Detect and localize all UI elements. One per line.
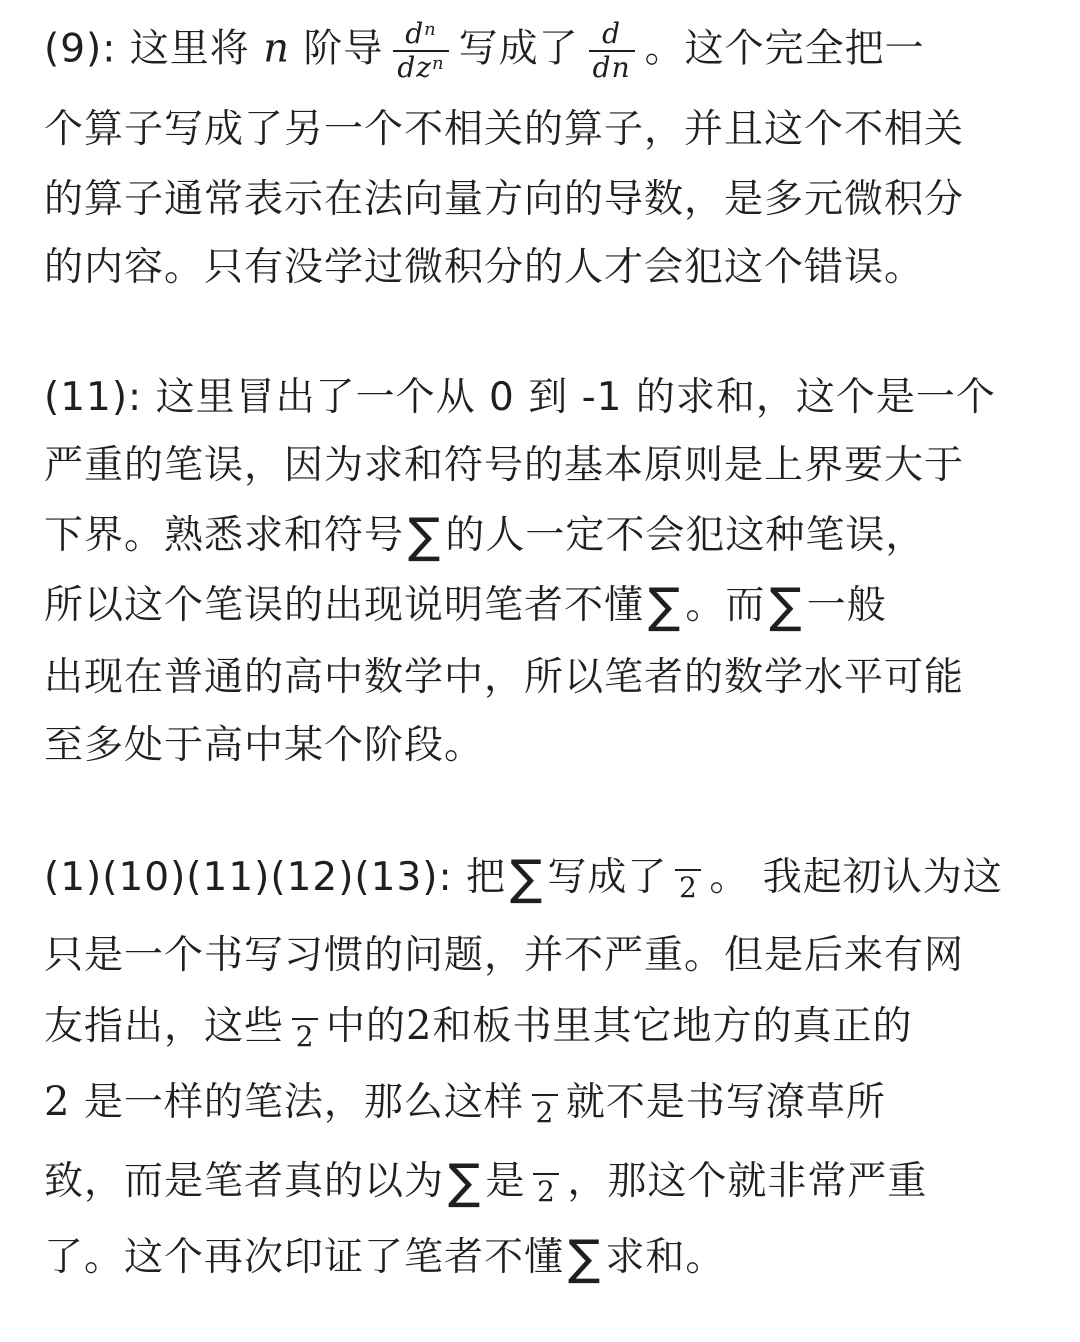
sigma-symbol: ∑ <box>648 578 682 634</box>
p3-text: 中的 <box>326 1004 407 1049</box>
p2-text: 所以这个笔误的出现说明笔者不懂 <box>44 583 645 628</box>
p1-text: 。这个完全把一 <box>644 26 925 72</box>
p3-text: 和板书里其它地方的真正的 <box>432 1004 913 1049</box>
digit-two: 2 <box>44 1079 71 1125</box>
p3-line-1 <box>44 848 1044 908</box>
sigma-symbol: ∑ <box>568 1230 602 1286</box>
p3-line-5 <box>44 1152 1044 1212</box>
p1-line-1 <box>44 17 1044 84</box>
frac-denominator: 2 <box>535 1095 555 1129</box>
p2-text: 的人一定不会犯这种笔误， <box>445 513 926 558</box>
p3-text: 就不是书写潦草所 <box>565 1080 886 1125</box>
fraction-blank-over-2 <box>675 857 701 903</box>
p3-line-6 <box>44 1228 1044 1288</box>
frac-sup: n <box>424 19 437 40</box>
frac-sup: n <box>432 53 445 74</box>
p2-line-6: 至多处于高中某个阶段。 <box>44 723 485 768</box>
p3-text: 是一样的笔法，那么这样 <box>70 1080 524 1125</box>
frac-numerator: d <box>405 17 425 50</box>
frac-denominator: 2 <box>536 1174 556 1208</box>
p1-line-3: 的算子通常表示在法向量方向的导数，是多元微积分 <box>44 177 965 222</box>
math-n: n <box>263 25 290 72</box>
p3-text: 友指出，这些 <box>44 1004 285 1049</box>
p1-text: 写成了 <box>458 26 579 72</box>
p3-text: ，那这个就非常严重 <box>567 1159 928 1204</box>
fraction-blank-over-2 <box>533 1161 559 1207</box>
p3-text: 了。这个再次印证了笔者不懂 <box>44 1235 565 1280</box>
p2-line-4 <box>44 576 1044 636</box>
p2-line-1: (11): 这里冒出了一个从 0 到 -1 的求和，这个是一个 <box>44 375 996 420</box>
frac-denominator: 2 <box>678 870 698 904</box>
sigma-symbol: ∑ <box>510 850 544 906</box>
p3-text: 写成了 <box>547 855 668 900</box>
frac-numerator: d <box>589 18 635 52</box>
p2-line-2: 严重的笔误，因为求和符号的基本原则是上界要大于 <box>44 443 965 488</box>
sigma-symbol: ∑ <box>448 1154 482 1210</box>
fraction-blank-over-2 <box>532 1082 558 1128</box>
p3-line-3 <box>44 996 1044 1056</box>
sigma-symbol: ∑ <box>408 508 442 564</box>
p3-text: 。 我起初认为这 <box>709 855 1003 900</box>
p1-line-2: 个算子写成了另一个不相关的算子，并且这个不相关 <box>44 107 965 152</box>
frac-denominator: dn <box>592 51 631 84</box>
p3-text: 求和。 <box>605 1235 726 1280</box>
p1-text: 阶导 <box>289 26 384 72</box>
sigma-symbol: ∑ <box>769 578 803 634</box>
p3-line-4 <box>44 1072 1044 1132</box>
fraction-blank-over-2 <box>292 1006 318 1052</box>
p1-text: (9): 这里将 <box>44 26 264 72</box>
p3-text: (1)(10)(11)(12)(13): 把 <box>44 855 507 900</box>
fraction-d-dn <box>589 18 635 84</box>
p2-line-3 <box>44 506 1044 566</box>
p2-line-5: 出现在普通的高中数学中，所以笔者的数学水平可能 <box>44 655 965 700</box>
p2-text: 。而 <box>685 583 766 628</box>
p2-text: 下界。熟悉求和符号 <box>44 513 405 558</box>
digit-two: 2 <box>406 1003 433 1049</box>
fraction-dn-dzn <box>393 18 448 84</box>
frac-denominator: 2 <box>295 1019 315 1053</box>
p3-text: 致，而是笔者真的以为 <box>44 1159 445 1204</box>
p3-line-2: 只是一个书写习惯的问题，并不严重。但是后来有网 <box>44 933 965 978</box>
p1-line-4: 的内容。只有没学过微积分的人才会犯这个错误。 <box>44 245 925 290</box>
p2-text: 一般 <box>806 583 887 628</box>
p3-text: 是 <box>485 1159 526 1204</box>
frac-denominator: dz <box>397 51 433 84</box>
